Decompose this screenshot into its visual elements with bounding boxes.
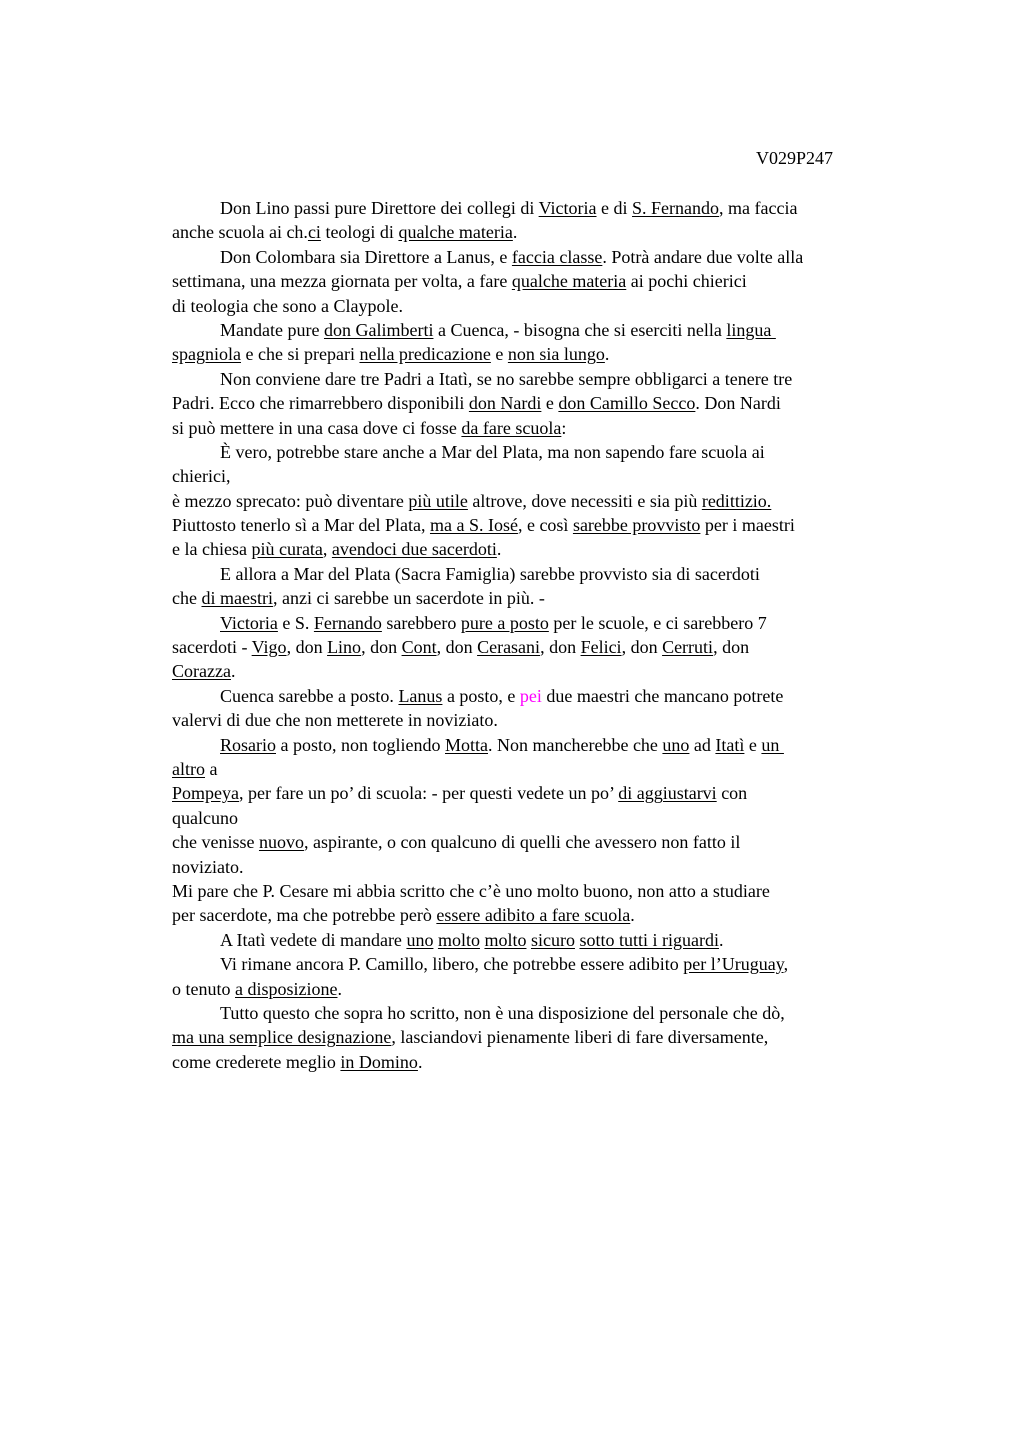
text-run: . Don Nardi (695, 393, 781, 414)
text-run: anche scuola ai ch. (172, 222, 308, 243)
underlined-text: redittizio. (701, 490, 772, 511)
underlined-text: essere adibito a fare scuola (436, 905, 631, 926)
text-run: e di (596, 198, 633, 218)
text-line (172, 855, 902, 879)
text-run: A Itatì vedete di mandare (220, 929, 407, 950)
underlined-text: don Galimberti (323, 319, 434, 340)
text-run: e (744, 734, 762, 755)
underlined-text: di aggiustarvi (618, 783, 717, 804)
underlined-text: Itatì (715, 734, 745, 755)
underlined-text: Corazza (172, 661, 231, 682)
underlined-text: pure a posto (460, 612, 549, 633)
text-run: . Non mancherebbe che (488, 734, 663, 755)
text-run: Vi rimane ancora P. Camillo, libero, che potrebbe essere adibito (220, 954, 684, 975)
underlined-text: Rosario (220, 734, 276, 755)
text-run: due maestri che mancano potrete (541, 685, 784, 706)
text-line (172, 928, 902, 952)
text-line (172, 269, 902, 293)
text-run: , anzi ci sarebbe un sacerdote in più. - (272, 588, 545, 609)
text-line (172, 220, 902, 244)
text-run: qualcuno (172, 807, 238, 828)
text-line (172, 1025, 902, 1049)
underlined-text: Lanus (398, 685, 443, 706)
text-run: a (205, 758, 218, 779)
text-run: a Cuenca, - bisogna che si eserciti nella (433, 319, 727, 340)
text-run: , aspirante, o con qualcuno di quelli che avessero non fatto il (303, 832, 741, 853)
text-run: settimana, una mezza giornata per volta, a fare (172, 271, 512, 292)
text-run: . (718, 929, 724, 950)
text-run: è mezzo sprecato: può diventare (172, 490, 409, 511)
underlined-text: don Nardi (468, 393, 542, 414)
text-line (172, 416, 902, 440)
text-run: o tenuto (172, 978, 235, 999)
text-run: chierici, (172, 466, 231, 487)
text-run: . (337, 978, 342, 999)
underlined-text: uno (662, 734, 690, 755)
text-run: Piuttosto tenerlo sì a Mar del Plata, (172, 515, 430, 536)
text-run: , per fare un po’ di scuola: - per questi vedete un po’ (239, 783, 619, 804)
text-line (172, 245, 902, 269)
underlined-text: Motta (445, 734, 488, 755)
text-line (172, 952, 902, 976)
text-run: . (604, 344, 610, 365)
text-run: ad (689, 734, 716, 755)
text-run: , e così (517, 515, 573, 536)
underlined-text: molto (437, 929, 480, 950)
text-run: , (322, 539, 332, 560)
underlined-text: Fernando (313, 612, 382, 633)
text-run: . Potrà andare due volte alla (602, 246, 804, 267)
underlined-text: un (761, 734, 784, 755)
text-line (172, 537, 902, 561)
text-run: . (512, 222, 518, 243)
text-run: si può mettere in una casa dove ci fosse (172, 417, 462, 438)
text-run: noviziato. (172, 856, 244, 877)
text-run: , don (540, 637, 581, 658)
text-run: , don (713, 637, 750, 658)
text-run: ai pochi chierici (626, 271, 747, 292)
text-run: sacerdoti - (172, 637, 252, 658)
underlined-text: qualche materia (511, 271, 627, 292)
text-line (172, 342, 902, 366)
underlined-text: lingua (726, 319, 776, 340)
text-run: , don (436, 637, 478, 658)
text-run: e la chiesa (172, 539, 252, 560)
text-run: per i maestri (700, 515, 795, 536)
text-run: per le scuole, e ci sarebbero 7 (548, 612, 767, 633)
text-line (172, 903, 902, 927)
text-run: Tutto questo che sopra ho scritto, non è una disposizione del personale che dò, (220, 1002, 785, 1023)
text-run: e (541, 393, 559, 414)
text-run: Mandate pure (220, 319, 324, 340)
text-line (172, 733, 902, 757)
text-line (172, 830, 902, 854)
text-run: con (716, 783, 748, 804)
text-run: per sacerdote, ma che potrebbe però (172, 905, 437, 926)
underlined-text: a disposizione (235, 978, 338, 999)
underlined-text: di maestri (201, 588, 273, 609)
underlined-text: più utile (408, 490, 468, 511)
text-line (172, 781, 902, 805)
text-run: , lasciandovi pienamente liberi di fare diversamente, (391, 1027, 769, 1048)
text-run: e che si prepari (241, 344, 360, 365)
text-run: . (230, 661, 236, 682)
underlined-text: per l’Uruguay (683, 954, 784, 975)
text-line (172, 562, 902, 586)
text-line (172, 708, 902, 732)
underlined-text: don Camillo Secco (558, 393, 696, 414)
underlined-text: nella predicazione (359, 344, 491, 365)
text-line (172, 806, 902, 830)
underlined-text: altro (172, 758, 205, 779)
text-line (172, 586, 902, 610)
text-line (172, 391, 902, 415)
text-run: Mi pare che P. Cesare mi abbia scritto che c’è uno molto buono, non atto a studiare (172, 880, 770, 901)
highlighted-text: pei (519, 685, 542, 706)
page-identifier: V029P247 (756, 148, 834, 168)
text-run: Non conviene dare tre Padri a Itatì, se no sarebbe sempre obbligarci a tenere tre (220, 368, 793, 389)
underlined-text: sicuro (530, 929, 575, 950)
underlined-text: Vigo (251, 637, 287, 658)
text-run: e S. (277, 612, 314, 633)
underlined-text: da fare scuola (461, 417, 562, 438)
underlined-text: ci (307, 222, 321, 243)
underlined-text: ma a S. Iosé (429, 515, 518, 536)
text-run: , ma faccia (719, 198, 798, 218)
text-run: che venisse (172, 832, 259, 853)
underlined-text: spagniola (172, 344, 241, 365)
underlined-text: Cerruti (662, 637, 714, 658)
letter-body (172, 196, 902, 1074)
text-run: a posto, non togliendo (276, 734, 445, 755)
text-run: : (561, 417, 567, 438)
underlined-text: faccia classe (511, 246, 603, 267)
text-run: teologi di (320, 222, 399, 243)
text-run: valervi di due che non metterete in noviziato. (172, 710, 498, 731)
text-line (172, 659, 902, 683)
text-run: Don Lino passi pure Direttore dei collegi di (220, 198, 539, 218)
underlined-text: Lino (327, 637, 362, 658)
text-run: sarebbero (381, 612, 461, 633)
text-run: . (630, 905, 635, 926)
text-run: di teologia che sono a Claypole. (172, 295, 403, 316)
underlined-text: uno (406, 929, 434, 950)
text-run: . (496, 539, 502, 560)
text-line (172, 757, 902, 781)
text-run: che (172, 588, 202, 609)
text-line (172, 196, 902, 220)
text-run: È vero, potrebbe stare anche a Mar del Plata, ma non sapendo fare scuola ai (220, 441, 765, 462)
text-run: Don Colombara sia Direttore a Lanus, e (220, 246, 512, 267)
text-line (172, 294, 902, 318)
text-line (172, 1001, 902, 1025)
underlined-text: qualche materia (398, 222, 513, 243)
underlined-text: Victoria (538, 198, 597, 218)
text-run: altrove, dove necessiti e sia più (467, 490, 702, 511)
text-run: , don (621, 637, 663, 658)
text-line (172, 440, 902, 464)
underlined-text: non sia lungo (507, 344, 605, 365)
text-run: e (490, 344, 508, 365)
underlined-text: Felici (580, 637, 622, 658)
text-line (172, 684, 902, 708)
text-run: , don (286, 637, 328, 658)
underlined-text: ma una semplice designazione (172, 1027, 392, 1048)
underlined-text: più curata (251, 539, 323, 560)
text-line (172, 611, 902, 635)
underlined-text: Victoria (220, 612, 278, 633)
text-run: , (783, 954, 789, 975)
text-line (172, 367, 902, 391)
underlined-text: S. Fernando (632, 198, 720, 218)
text-line (172, 464, 902, 488)
text-line (172, 513, 902, 537)
underlined-text: nuovo (258, 832, 304, 853)
text-line (172, 635, 902, 659)
text-line (172, 977, 902, 1001)
text-run: come crederete meglio (172, 1051, 341, 1072)
text-run: a posto, e (442, 685, 520, 706)
underlined-text: Cont (401, 637, 437, 658)
underlined-text: Cerasani (477, 637, 541, 658)
text-run: . (417, 1051, 423, 1072)
text-line (172, 1050, 902, 1074)
underlined-text: molto (484, 929, 527, 950)
text-run: E allora a Mar del Plata (Sacra Famiglia) sarebbe provvisto sia di sacerdoti (220, 563, 760, 584)
text-run: Cuenca sarebbe a posto. (220, 685, 399, 706)
text-line (172, 489, 902, 513)
underlined-text: avendoci due sacerdoti (331, 539, 497, 560)
text-run: Padri. Ecco che rimarrebbero disponibili (172, 393, 469, 414)
text-run: , don (361, 637, 402, 658)
underlined-text: in Domino (340, 1051, 418, 1072)
underlined-text: sotto tutti i riguardi (579, 929, 719, 950)
underlined-text: Pompeya (172, 783, 239, 804)
text-line (172, 318, 902, 342)
text-line (172, 879, 902, 903)
underlined-text: sarebbe provvisto (572, 515, 701, 536)
